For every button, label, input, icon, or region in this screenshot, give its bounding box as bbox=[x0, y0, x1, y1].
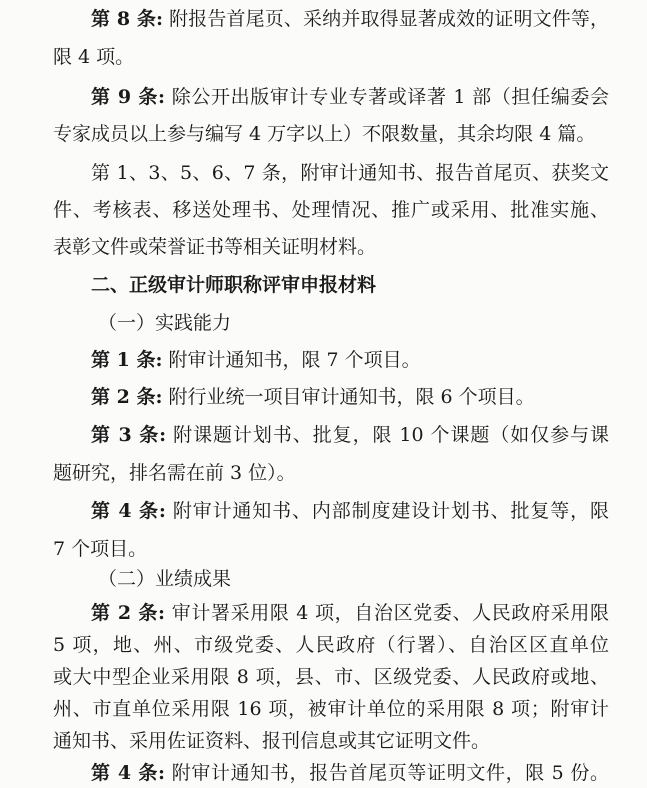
article-8-label: 第 8 条: bbox=[91, 8, 163, 30]
practice-article-1-label: 第 1 条: bbox=[91, 349, 163, 371]
subsection-achievements: （二）业绩成果 bbox=[98, 568, 232, 590]
achievement-article-2-line-5: 通知书、采用佐证资料、报刊信息或其它证明文件。 bbox=[53, 730, 491, 752]
articles-general-line-1: 第 1、3、5、6、7 条，附审计通知书、报告首尾页、获奖文 bbox=[91, 162, 609, 184]
achievement-article-2-line-1 bbox=[91, 598, 609, 628]
achievement-article-4 bbox=[91, 758, 609, 788]
practice-article-1 bbox=[91, 345, 609, 375]
articles-general-line-3: 表彰文件或荣誉证书等相关证明材料。 bbox=[53, 236, 377, 258]
practice-article-3-text: 附课题计划书、批复，限 10 个课题（如仅参与课 bbox=[166, 424, 609, 446]
article-9-text: 除公开出版审计专业专著或译著 1 部（担任编委会 bbox=[165, 86, 609, 108]
practice-article-1-text: 附审计通知书，限 7 个项目。 bbox=[162, 349, 421, 371]
article-8-line-1 bbox=[91, 4, 609, 34]
practice-article-4-line-1 bbox=[91, 496, 609, 526]
practice-article-3-line-1 bbox=[91, 420, 609, 450]
achievement-article-2-line-2: 5 项，地、州、市级党委、人民政府（行署）、自治区区直单位 bbox=[53, 634, 609, 656]
achievement-article-4-label: 第 4 条: bbox=[91, 762, 166, 784]
practice-article-4-line-2: 7 个项目。 bbox=[53, 538, 148, 560]
practice-article-4-text: 附审计通知书、内部制度建设计划书、批复等，限 bbox=[165, 500, 609, 522]
subsection-practice: （一）实践能力 bbox=[98, 312, 232, 334]
practice-article-2 bbox=[91, 382, 609, 412]
achievement-article-4-text: 附审计通知书，报告首尾页等证明文件，限 5 份。 bbox=[165, 762, 609, 784]
achievement-article-2-line-4: 州、市直单位采用限 16 项，被审计单位的采用限 8 项；附审计 bbox=[53, 698, 609, 720]
achievement-article-2-text: 审计署采用限 4 项，自治区党委、人民政府采用限 bbox=[165, 602, 609, 624]
practice-article-3-label: 第 3 条: bbox=[91, 424, 167, 446]
practice-article-3-line-2: 题研究，排名需在前 3 位）。 bbox=[53, 462, 296, 484]
articles-general-line-2: 件、考核表、移送处理书、处理情况、推广或采用、批准实施、 bbox=[53, 199, 609, 221]
article-9-label: 第 9 条: bbox=[91, 86, 166, 108]
article-9-line-2: 专家成员以上参与编写 4 万字以上）不限数量，其余均限 4 篇。 bbox=[53, 123, 596, 145]
achievement-article-2-line-3: 或大中型企业采用限 8 项，县、市、区级党委、人民政府或地、 bbox=[53, 666, 609, 688]
practice-article-2-text: 附行业统一项目审计通知书，限 6 个项目。 bbox=[162, 386, 535, 408]
practice-article-4-label: 第 4 条: bbox=[91, 500, 166, 522]
achievement-article-2-label: 第 2 条: bbox=[91, 602, 166, 624]
article-8-line-2: 限 4 项。 bbox=[53, 46, 135, 68]
article-8-text: 附报告首尾页、采纳并取得显著成效的证明文件等， bbox=[162, 8, 609, 30]
article-9-line-1 bbox=[91, 82, 609, 112]
section-heading-2: 二、正级审计师职称评审申报材料 bbox=[91, 274, 377, 296]
practice-article-2-label: 第 2 条: bbox=[91, 386, 163, 408]
